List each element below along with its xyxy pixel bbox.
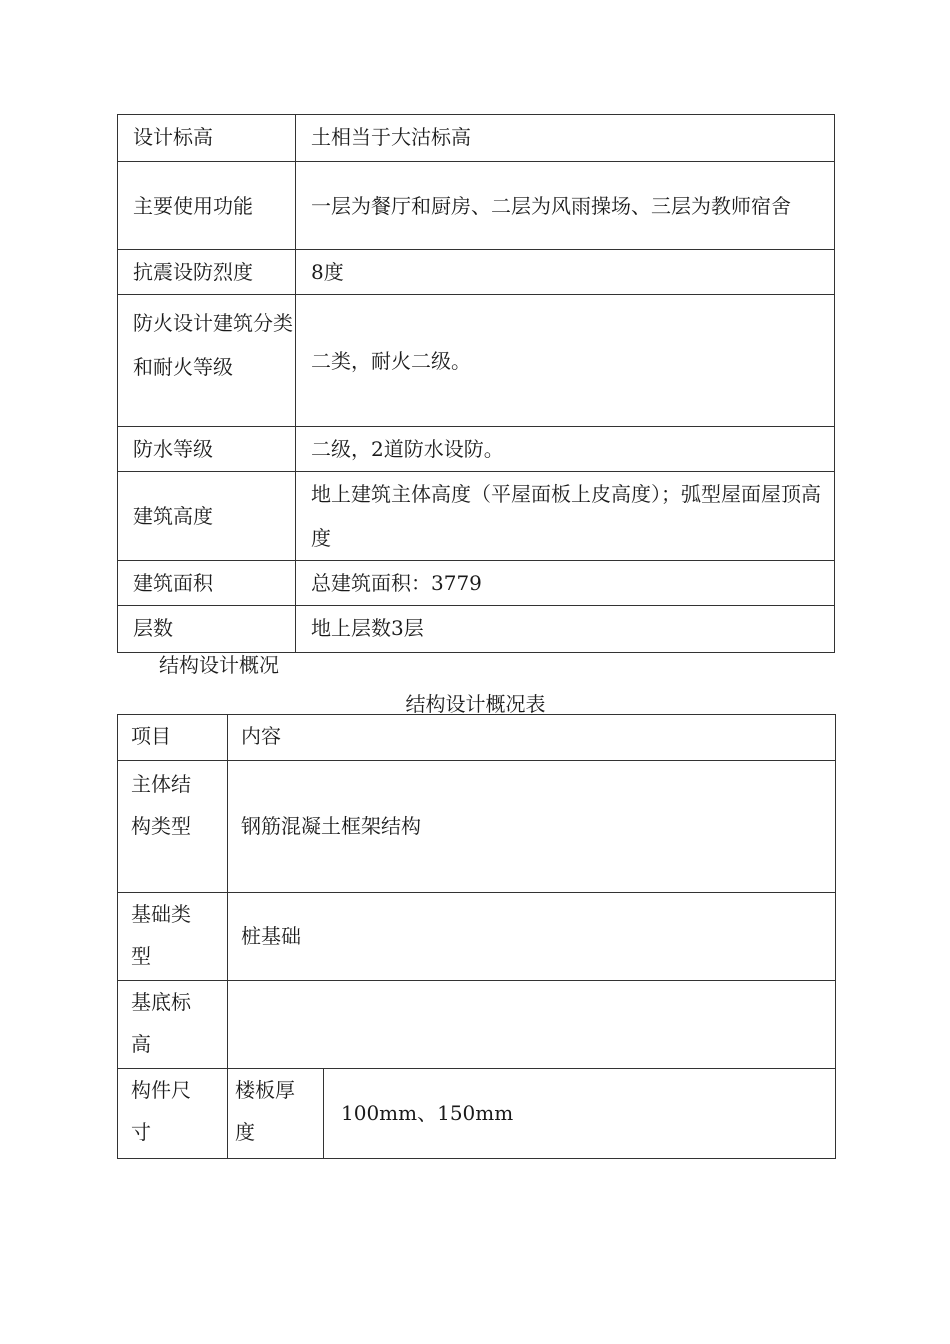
table-row <box>118 1069 836 1159</box>
row-label: 防火设计建筑分类和耐火等级 <box>118 295 296 427</box>
table-row <box>118 561 835 606</box>
table-row <box>118 427 835 472</box>
table-row <box>118 115 835 162</box>
row-label: 建筑面积 <box>118 561 296 606</box>
row-value: 100mm、150mm <box>324 1069 836 1159</box>
table-row <box>118 472 835 561</box>
row-value: 一层为餐厅和厨房、二层为风雨操场、三层为教师宿舍 <box>296 162 835 250</box>
row-value: 总建筑面积：3779 <box>296 561 835 606</box>
row-label: 设计标高 <box>118 115 296 162</box>
row-label: 建筑高度 <box>118 472 296 561</box>
table-row <box>118 893 836 981</box>
row-label: 主要使用功能 <box>118 162 296 250</box>
row-label: 基础类型 <box>118 893 228 981</box>
header-content: 内容 <box>228 715 836 761</box>
row-label: 抗震设防烈度 <box>118 250 296 295</box>
table-row <box>118 295 835 427</box>
row-value: 二类，耐火二级。 <box>296 295 835 427</box>
row-value: 8度 <box>296 250 835 295</box>
row-value: 地上层数3层 <box>296 606 835 653</box>
table-row <box>118 761 836 893</box>
row-value: 地上建筑主体高度（平屋面板上皮高度）；弧型屋面屋顶高度 <box>296 472 835 561</box>
table-header-row <box>118 715 836 761</box>
architecture-overview-table <box>117 114 835 653</box>
table-row <box>118 162 835 250</box>
row-label: 构件尺寸 <box>118 1069 228 1159</box>
section-heading: 结构设计概况 <box>159 653 279 677</box>
row-value: 土相当于大沽标高 <box>296 115 835 162</box>
table-caption: 结构设计概况表 <box>405 692 546 716</box>
row-label: 层数 <box>118 606 296 653</box>
header-item: 项目 <box>118 715 228 761</box>
row-value: 二级，2道防水设防。 <box>296 427 835 472</box>
table-row <box>118 981 836 1069</box>
row-label: 防水等级 <box>118 427 296 472</box>
table-row <box>118 250 835 295</box>
row-value <box>228 981 836 1069</box>
row-value: 桩基础 <box>228 893 836 981</box>
row-value: 钢筋混凝土框架结构 <box>228 761 836 893</box>
row-sub-label: 楼板厚度 <box>228 1069 324 1159</box>
row-label: 主体结构类型 <box>118 761 228 893</box>
row-label: 基底标高 <box>118 981 228 1069</box>
structure-overview-table <box>117 714 836 1159</box>
